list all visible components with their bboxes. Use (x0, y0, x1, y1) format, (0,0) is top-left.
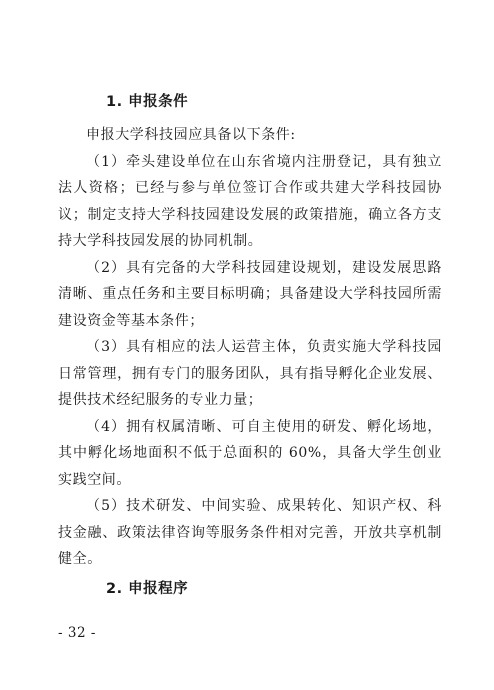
condition-item-4: （4）拥有权属清晰、可自主使用的研发、孵化场地，其中孵化场地面积不低于总面积的 60%，具备大学生创业实践空间。 (58, 418, 442, 488)
section-heading-1: 1. 申报条件 (106, 94, 189, 110)
condition-item-5: （5）技术研发、中间实验、成果转化、知识产权、科技金融、政策法律咨询等服务条件相对完善，开放共享机制健全。 (58, 498, 442, 567)
condition-item-2: （2）具有完备的大学科技园建设规划，建设发展思路清晰、重点任务和主要目标明确；具备建设大学科技园所需建设资金等基本条件； (58, 259, 442, 329)
section-heading-2: 2. 申报程序 (106, 580, 189, 597)
condition-item-3: （3）具有相应的法人运营主体，负责实施大学科技园日常管理，拥有专门的服务团队，具有指导孵化企业发展、提供技术经纪服务的专业力量； (58, 339, 442, 408)
condition-item-1: （1）牵头建设单位在山东省境内注册登记，具有独立法人资格；已经与参与单位签订合作或共建大学科技园协议；制定支持大学科技园建设发展的政策措施，确立各方支持大学科技园发展的协同机制。 (58, 153, 442, 249)
document-body (58, 92, 442, 609)
page-number: - 32 - (58, 625, 96, 641)
section-intro: 申报大学科技园应具备以下条件: (86, 127, 296, 143)
